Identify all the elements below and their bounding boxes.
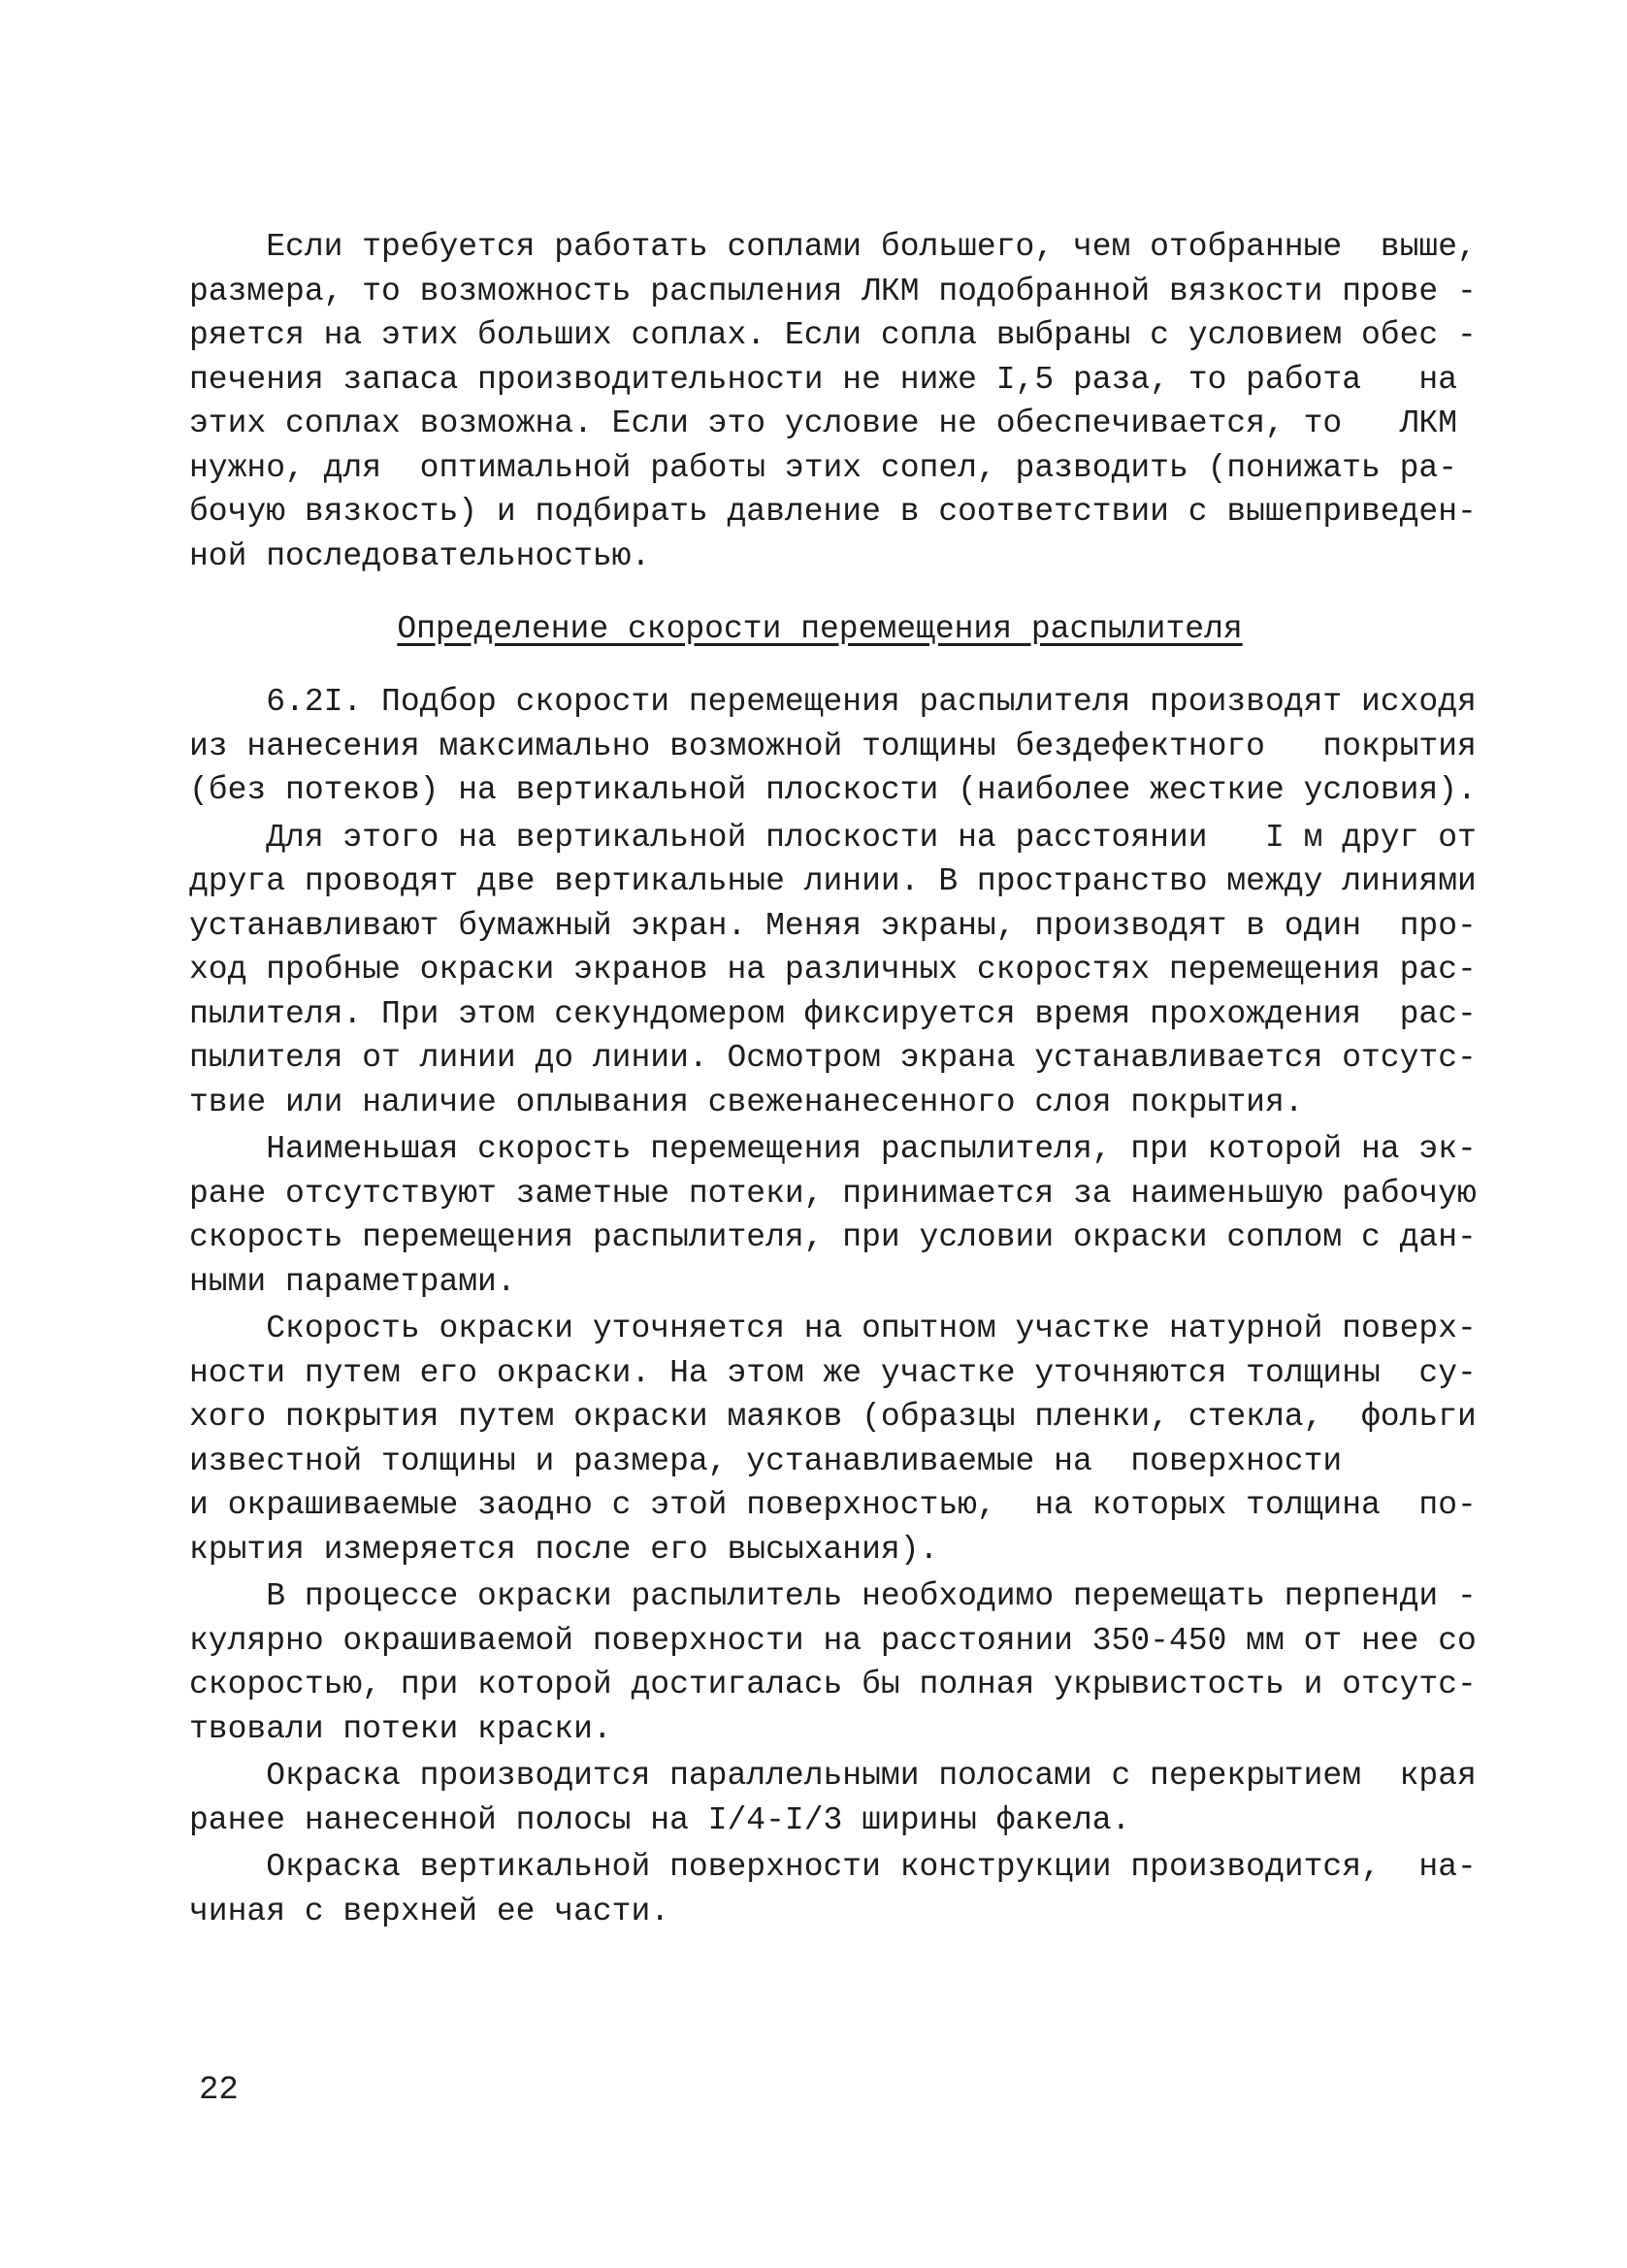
text-line: нужно, для оптимальной работы этих сопел, разводить (понижать ра-: [189, 449, 1458, 486]
text-line: ранее нанесенной полосы на I/4-I/3 ширины факела.: [189, 1801, 1131, 1838]
text-line: ране отсутствуют заметные потеки, принимается за наименьшую рабочую: [189, 1175, 1477, 1212]
text-line: пылителя от линии до линии. Осмотром экрана устанавливается отсутс-: [189, 1040, 1477, 1076]
text-line: ряется на этих больших соплах. Если сопла выбраны с условием обес -: [189, 317, 1477, 353]
paragraph-spray-distance: [189, 1574, 1477, 1751]
text-line: из нанесения максимально возможной толщины бездефектного покрытия: [189, 728, 1477, 764]
text-line: пылителя. При этом секундомером фиксируется время прохождения рас-: [189, 995, 1477, 1032]
text-line: Окраска производится параллельными полосами с перекрытием края: [189, 1758, 1477, 1794]
text-line: Наименьшая скорость перемещения распылителя, при которой на эк-: [189, 1131, 1477, 1167]
text-line: 6.2I. Подбор скорости перемещения распылителя производят исходя: [189, 684, 1477, 720]
text-line: Окраска вертикальной поверхности конструкции производится, на-: [189, 1849, 1477, 1885]
text-line: скоростью, при которой достигалась бы полная укрывистость и отсутс-: [189, 1667, 1477, 1702]
text-line: крытия измеряется после его высыхания).: [189, 1531, 939, 1568]
text-line: печения запаса производительности не ниже I,5 раза, то работа на: [189, 361, 1458, 398]
text-line: этих соплах возможна. Если это условие не обеспечивается, то ЛКМ: [189, 405, 1458, 441]
text-line: ности путем его окраски. На этом же участке уточняются толщины су-: [189, 1354, 1477, 1391]
text-line: хого покрытия путем окраски маяков (образцы пленки, стекла, фольги: [189, 1399, 1477, 1435]
text-line: устанавливают бумажный экран. Меняя экраны, производят в один про-: [189, 907, 1477, 944]
text-line: твовали потеки краски.: [189, 1710, 612, 1747]
text-line: Если требуется работать соплами большего, чем отобранные выше,: [189, 229, 1477, 265]
text-line: друга проводят две вертикальные линии. В пространство между линиями: [189, 863, 1477, 899]
text-line: скорость перемещения распылителя, при условии окраски соплом с дан-: [189, 1219, 1477, 1255]
page-number: 22: [199, 2072, 239, 2109]
text-line: и окрашиваемые заодно с этой поверхностью, на которых толщина по-: [189, 1487, 1477, 1523]
section-heading-container: [189, 607, 1450, 651]
text-line: ной последовательностью.: [189, 537, 651, 574]
paragraph-screen-test: [189, 816, 1477, 1125]
paragraph-min-speed: [189, 1127, 1477, 1304]
text-line: размера, то возможность распыления ЛКМ подобранной вязкости прове -: [189, 273, 1477, 309]
paragraph-6-21: [189, 680, 1477, 813]
text-line: В процессе окраски распылитель необходимо перемещать перпенди -: [189, 1578, 1477, 1614]
text-line: кулярно окрашиваемой поверхности на расстоянии 350-450 мм от нее со: [189, 1622, 1477, 1659]
intro-paragraph: [189, 225, 1477, 578]
section-heading: Определение скорости перемещения распылителя: [397, 611, 1243, 647]
text-line: Для этого на вертикальной плоскости на расстоянии I м друг от: [189, 819, 1477, 856]
text-line: ными параметрами.: [189, 1263, 516, 1300]
paragraph-overlap: [189, 1754, 1477, 1842]
text-line: чиная с верхней ее части.: [189, 1893, 670, 1929]
text-line: твие или наличие оплывания свеженанесенного слоя покрытия.: [189, 1084, 1304, 1120]
text-line: бочую вязкость) и подбирать давление в соответствии с вышеприведен-: [189, 494, 1477, 530]
text-line: Скорость окраски уточняется на опытном участке натурной поверх-: [189, 1311, 1477, 1346]
text-line: известной толщины и размера, устанавливаемые на поверхности: [189, 1442, 1343, 1479]
page-body: [189, 225, 1477, 1933]
text-line: ход пробные окраски экранов на различных скоростях перемещения рас-: [189, 952, 1477, 988]
paragraph-vertical-surface: [189, 1845, 1477, 1933]
paragraph-test-area: [189, 1307, 1477, 1571]
text-line: (без потеков) на вертикальной плоскости (наиболее жесткие условия).: [189, 772, 1477, 808]
